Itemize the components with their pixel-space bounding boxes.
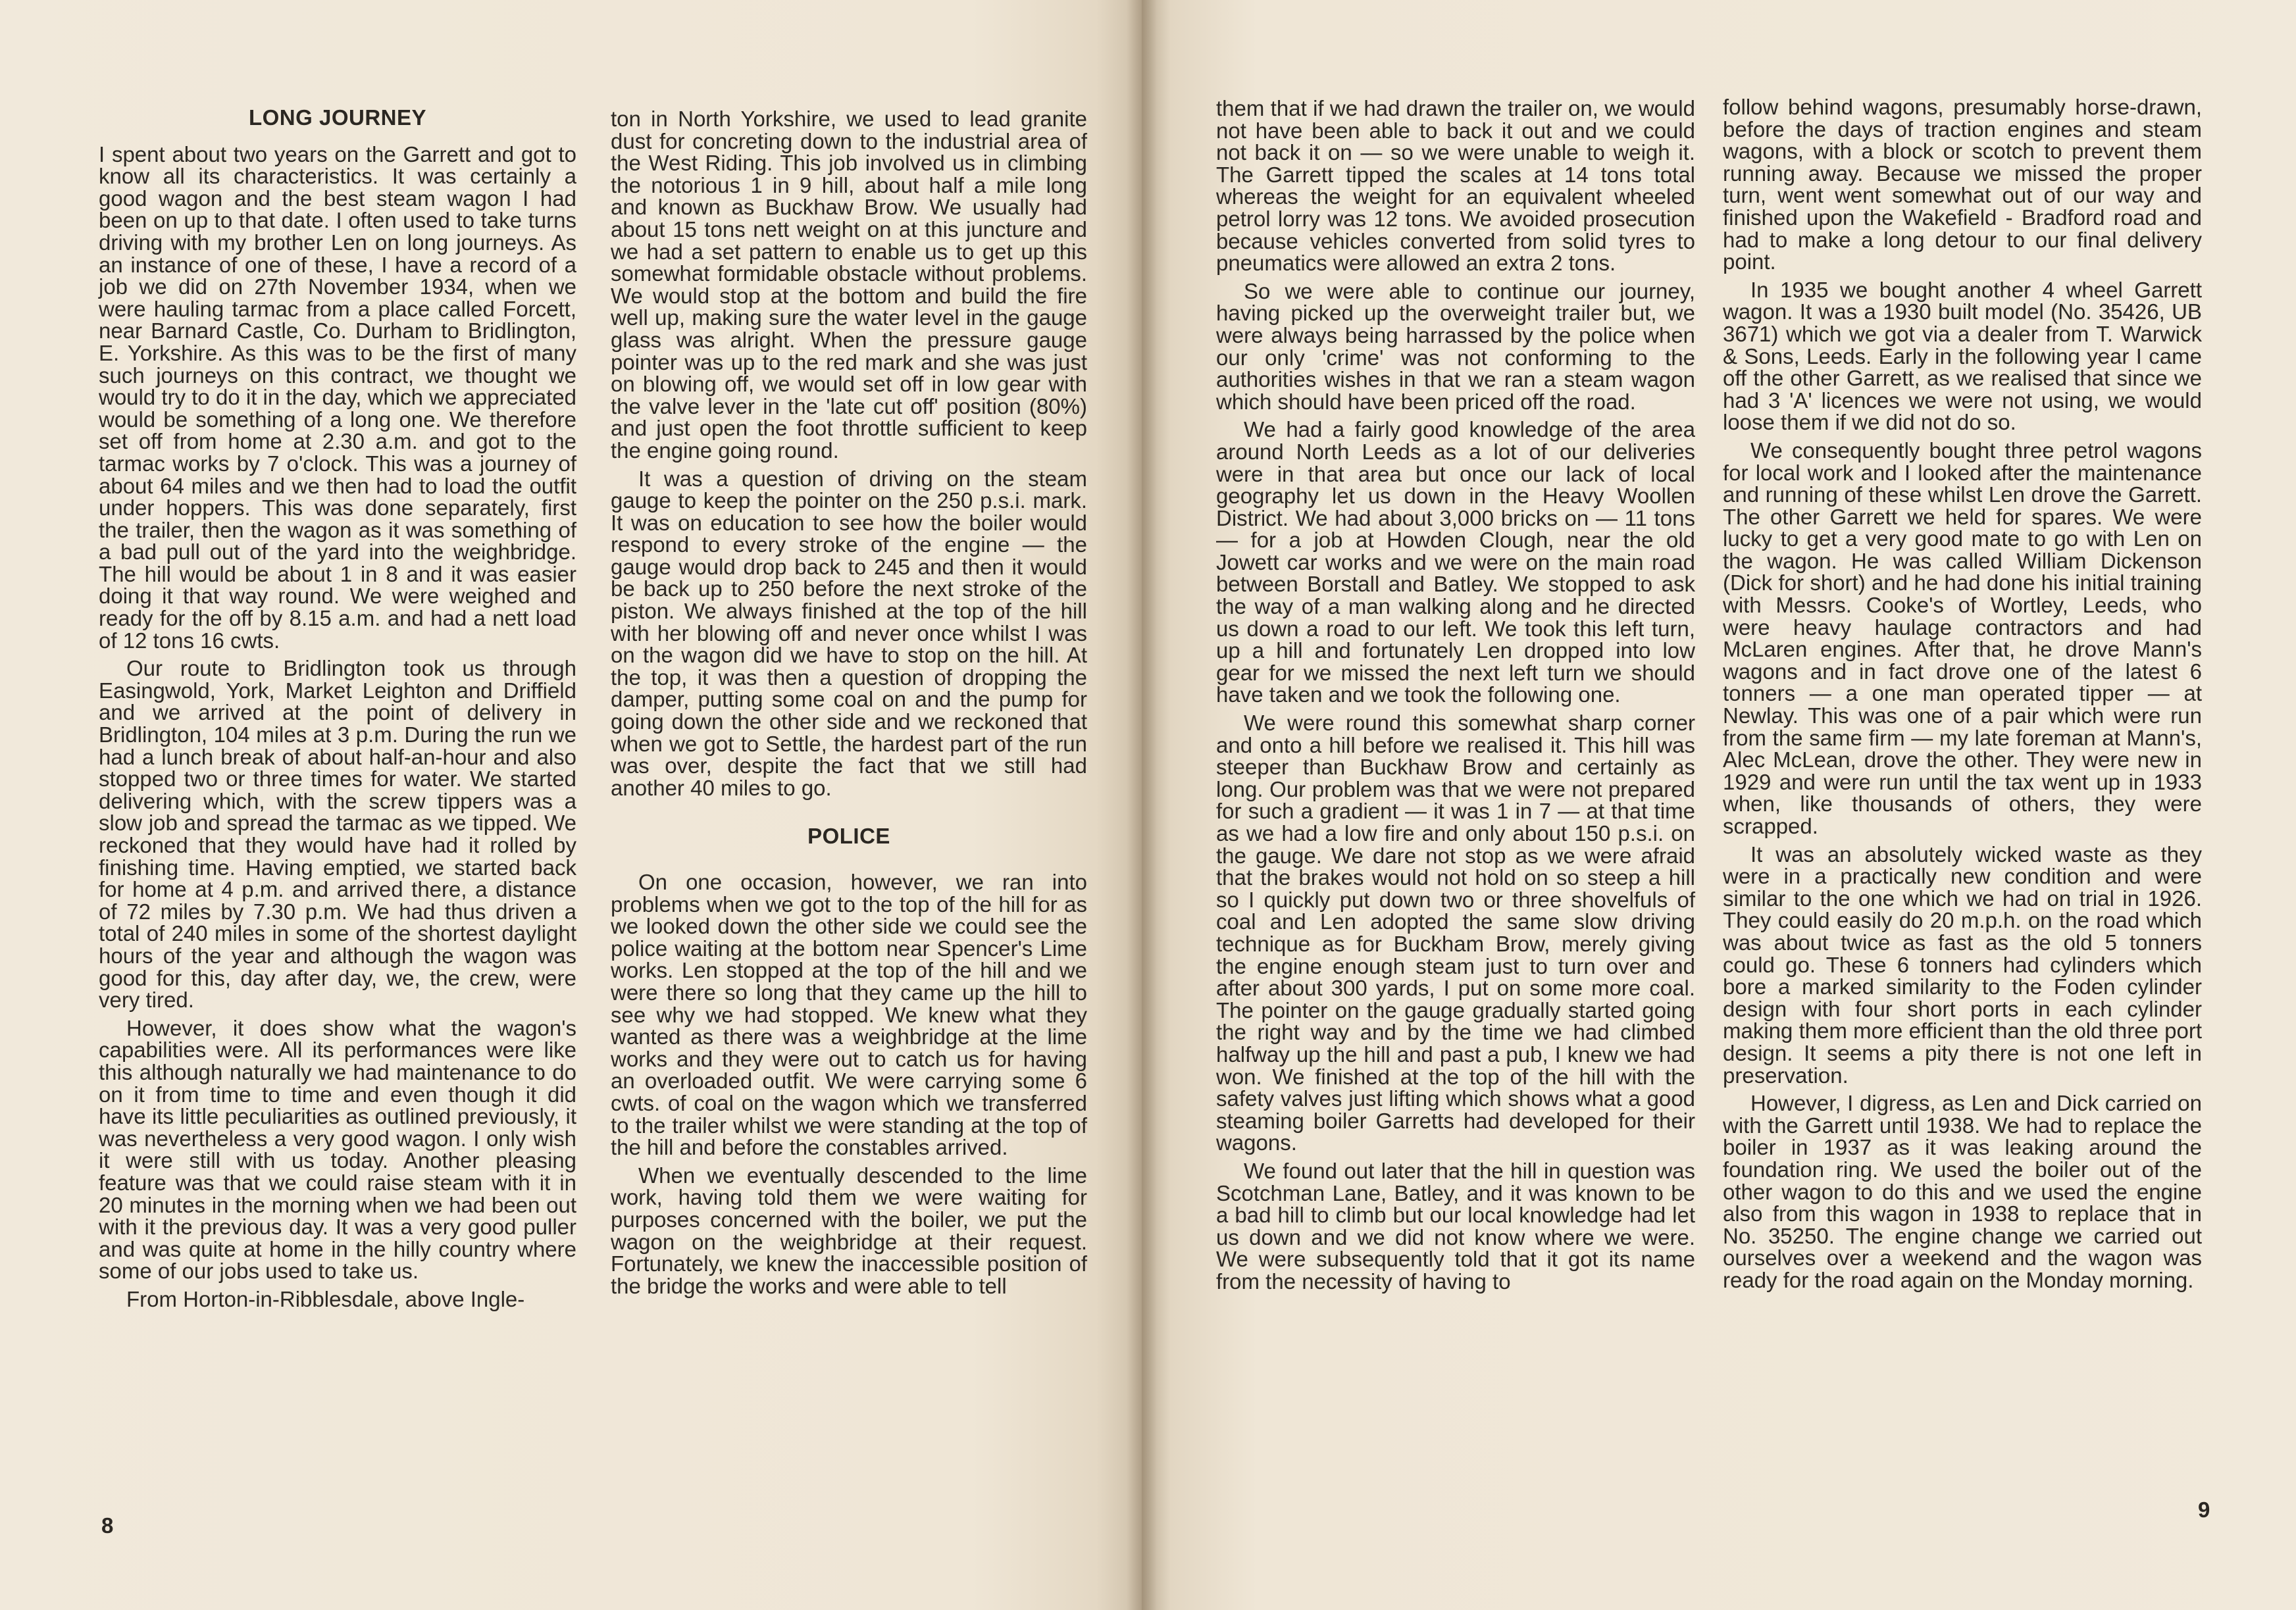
section-heading-long-journey: LONG JOURNEY xyxy=(248,105,427,130)
paragraph: Our route to Bridlington took us through Easingwold, York, Market Leighton and Driffield and we arrived at the point of delivery in Bridlington, 104 miles at 3 p.m. During the run we had a lunch break of about half-an-hour and also stopped two or three times for water. We started delivering which, with the screw tippers was a slow job and spread the tarmac as we tipped. We reckoned that they would have had it rolled by finishing time. Having emptied, we started back for home at 4 p.m. and arrived there, a distance of 72 miles by 7.30 p.m. We had thus driven a total of 240 miles in some of the shortest daylight hours of the year and although the wagon was good for this, day after day, we, the crew, were very tired. xyxy=(99,656,576,1013)
book-gutter xyxy=(1127,0,1157,1610)
paragraph: On one occasion, however, we ran into problems when we got to the top of the hill for as we looked down the other side we could see the police waiting at the bottom near Spencer's Lime works. Len stopped at the top of the hill and we were there so long that they came up the hill to see why we had stopped. We knew what they wanted as there was a weighbridge at the lime works and they were out to catch us for having an overloaded outfit. We were carrying some 6 cwts. of coal on the wagon which we transferred to the trailer whilst we were standing at the top of the hill and before the constables arrived. xyxy=(611,870,1087,1160)
paragraph: It was a question of driving on the steam gauge to keep the pointer on the 250 p.s.i. mark. It was on education to see how the boiler would respond to every stroke of the engine — the gauge would drop back to 245 and then it would be back up to 250 before the next stroke of the piston. We always finished at the top of the hill with her blowing off and never once whilst I was on the wagon did we have to stop on the hill. At the top, it was then a question of dropping the damper, putting some coal on and the pump for going down the other side and we reckoned that when we got to Settle, the hardest part of the run was over, despite the fact that we still had another 40 miles to go. xyxy=(611,466,1087,800)
paragraph: However, I digress, as Len and Dick carried on with the Garrett until 1938. We had to replace the boiler in 1937 as it was leaking around the foundation ring. We used the boiler out of the other wagon to do this and we used the engine also from this wagon in 1938 to replace that in No. 35250. The engine change we carried out ourselves over a weekend and the wagon was ready for the road again on the Monday morning. xyxy=(1723,1091,2202,1292)
left-page-column-1 xyxy=(99,107,576,1316)
paragraph: We had a fairly good knowledge of the area around North Leeds as a lot of our deliveries were in that area but once our lack of local geography let us down in the Heavy Woollen District. We had about 3,000 bricks on — 11 tons — for a job at Howden Clough, near the old Jowett car works and we were on the main road between Borstall and Batley. We stopped to ask the way of a man walking along and he directed us down a road to our left. We took this left turn, up a hill and fortunately Len dropped into low gear for we missed the next left turn we should have taken and we took the following one. xyxy=(1216,417,1695,707)
paragraph: In 1935 we bought another 4 wheel Garrett wagon. It was a 1930 built model (No. 35426, UB 3671) which we got via a dealer from T. Warwick & Sons, Leeds. Early in the following year I came off the other Garrett, as we realised that since we had 3 'A' licences we were not using, we would loose them if we did not do so. xyxy=(1723,277,2202,435)
paragraph: We were round this somewhat sharp corner and onto a hill before we realised it. This hill was steeper than Buckhaw Brow and certainly as long. Our problem was that we were not prepared for such a gradient — it was 1 in 7 — at that time as we had a low fire and only about 150 p.s.i. on the gauge. We dare not stop as we were afraid that the brakes would not hold on so steep a hill so I quickly put down two or three shovelfuls of coal and Len adopted the same slow driving technique as for Buckham Brow, merely giving the engine enough steam just to turn over and after about 300 yards, I put on some more coal. The pointer on the gauge gradually started going the right way and by the time we had climbed halfway up the hill and past a pub, I knew we had won. We finished at the top of the hill with the safety valves just lifting which shows what a good steaming boiler Garretts had developed for their wagons. xyxy=(1216,711,1695,1155)
paragraph: From Horton-in-Ribblesdale, above Ingle- xyxy=(126,1286,525,1311)
paragraph: However, it does show what the wagon's capabilities were. All its performances were like this although naturally we had maintenance to do on it from time to time and even though it did have its little peculiarities as outlined previously, it was nevertheless a very good wagon. I only wish it were still with us today. Another pleasing feature was that we could raise steam with it in 20 minutes in the morning when we had been out with it the previous day. It was a very good puller and was quite at home in the hilly country where some of our jobs used to take us. xyxy=(99,1015,576,1284)
section-heading-police: POLICE xyxy=(807,824,890,849)
paragraph: So we were able to continue our journey, having picked up the overweight trailer but, we were always being harrassed by the police when our only 'crime' was not conforming to the authorities wishes in that we ran a steam wagon which should have been priced off the road. xyxy=(1216,278,1695,414)
right-page-column-1 xyxy=(1216,97,1695,1298)
left-page-column-2 xyxy=(611,108,1087,1303)
paragraph: We consequently bought three petrol wagons for local work and I looked after the maintenance and running of these whilst Len drove the Garrett. The other Garrett we held for spares. We were lucky to get a very good mate to go with Len on the wagon. He was called William Dickenson (Dick for short) and he had done his initial training with Messrs. Cooke's of Wortley, Leeds, who were heavy haulage contractors and had McLaren engines. After that, he drove Mann's wagons and in fact drove one of the latest 6 tonners — a one man operated tipper — at Newlay. This was one of a pair which were run from the same firm — my late foreman at Mann's, Alec McLean, drove the other. They were new in 1929 and were run until the tax went up in 1933 when, like thousands of others, they were scrapped. xyxy=(1723,438,2202,838)
paragraph: follow behind wagons, presumably horse-drawn, before the days of traction engines and steam wagons, with a block or scotch to prevent them running away. Because we missed the proper turn, went went somewhat out of our way and finished upon the Wakefield - Bradford road and had to make a long detour to our final delivery point. xyxy=(1723,95,2202,274)
page-number-right: 9 xyxy=(2198,1497,2210,1522)
paragraph: We found out later that the hill in question was Scotchman Lane, Batley, and it was known to be a bad hill to climb but our local knowledge had let us down and we did not know where we were. We were subsequently told that it got its name from the necessity of having to xyxy=(1216,1158,1695,1294)
paragraph: I spent about two years on the Garrett and got to know all its characteristics. It was certainly a good wagon and the best steam wagon I had been on up to that date. I often used to take turns driving with my brother Len on long journeys. As an instance of one of these, I have a record of a job we did on 27th November 1934, when we were hauling tarmac from a place called Forcett, near Barnard Castle, Co. Durham to Bridlington, E. Yorkshire. As this was to be the first of many such journeys on this contract, we thought we would try to do it in the day, which we appreciated would be something of a long one. We therefore set off from home at 2.30 a.m. and got to the tarmac works by 7 o'clock. This was a journey of about 64 miles and we then had to load the outfit under hoppers. This was done separately, first the trailer, then the wagon as it was something of a bad pull out of the yard into the weighbridge. The hill would be about 1 in 8 and it was easier doing it that way round. We were weighed and ready for the off by 8.15 a.m. and had a nett load of 12 tons 16 cwts. xyxy=(99,141,576,653)
paragraph: When we eventually descended to the lime work, having told them we were waiting for purposes concerned with the boiler, we put the wagon on the weighbridge at their request. Fortunately, we knew the inaccessible position of the bridge the works and were able to tell xyxy=(611,1163,1087,1298)
page-number-left: 8 xyxy=(101,1513,114,1538)
right-page-column-2 xyxy=(1723,96,2202,1297)
paragraph: them that if we had drawn the trailer on, we would not have been able to back it out and we could not back it on — so we were unable to weigh it. The Garrett tipped the scales at 14 tons total whereas the weight for an equivalent wheeled petrol lorry was 12 tons. We avoided prosecution because vehicles converted from solid tyres to pneumatics were allowed an extra 2 tons. xyxy=(1216,96,1695,276)
paragraph: ton in North Yorkshire, we used to lead granite dust for concreting down to the industrial area of the West Riding. This job involved us in climbing the notorious 1 in 9 hill, about half a mile long and known as Buckhaw Brow. We usually had about 15 tons nett weight on at this juncture and we had a set pattern to enable us to get up this somewhat formidable obstacle without problems. We would stop at the bottom and build the fire well up, making sure the water level in the gauge glass was alright. When the pressure gauge pointer was up to the red mark and she was just on blowing off, we would set off in low gear with the valve lever in the 'late cut off' position (80%) and just open the foot throttle sufficient to keep the engine going round. xyxy=(611,107,1087,463)
paragraph: It was an absolutely wicked waste as they were in a practically new condition and were similar to the one which we had on trial in 1926. They could easily do 20 m.p.h. on the road which was about twice as fast as the old 5 tonners could go. These 6 tonners had cylinders which bore a marked similarity to the Foden cylinder design with four short ports in each cylinder making them more efficient than the old three port design. It seems a pity there is not one left in preservation. xyxy=(1723,842,2202,1088)
